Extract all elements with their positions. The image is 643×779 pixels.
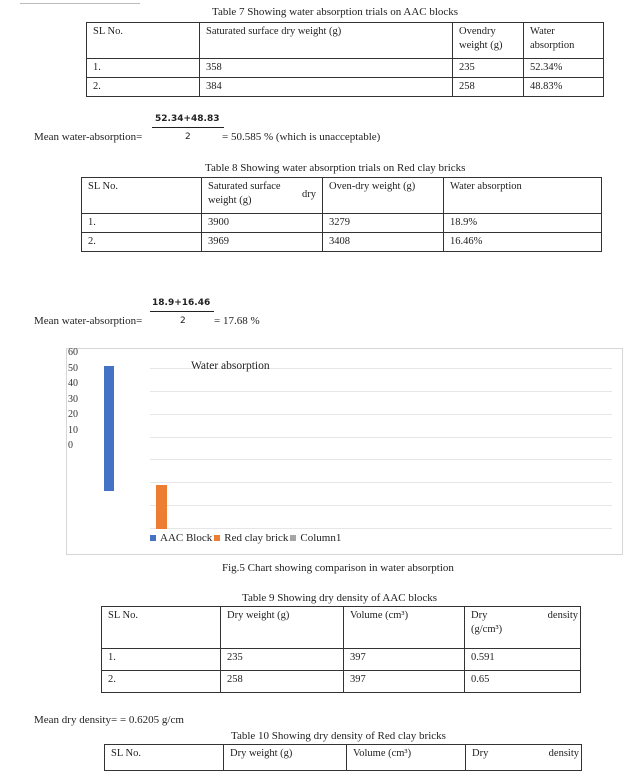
- table7-header-wa: Water absorption: [524, 23, 604, 59]
- legend-item: [290, 532, 341, 544]
- table8-cell: 1.: [82, 214, 202, 233]
- table9-caption: Table 9 Showing dry density of AAC blocks: [242, 592, 438, 604]
- table9-header-density-unit: (g/cm³): [471, 624, 503, 635]
- table8-header-ssd-text: Saturated surface weight (g): [208, 181, 281, 206]
- mean2-denominator: 2: [180, 316, 186, 326]
- page-top-rule: [20, 0, 140, 4]
- grid-line: [150, 505, 612, 506]
- mean2-numerator: 18.9+16.46: [152, 298, 211, 308]
- chart-legend: [150, 532, 343, 544]
- table-row: [102, 649, 581, 671]
- legend-swatch: [150, 535, 156, 541]
- table9-cell: 2.: [102, 671, 221, 693]
- mean1-result: = 50.585 % (which is unacceptable): [222, 131, 381, 143]
- mean1-numerator: 52.34+48.83: [155, 114, 220, 124]
- legend-label: Column1: [300, 532, 342, 544]
- table7-cell: 235: [453, 59, 524, 78]
- grid-line: [150, 437, 612, 438]
- mean2-fraction-bar: [150, 311, 214, 312]
- mean2-label: Mean water-absorption=: [34, 315, 143, 327]
- table7-caption: Table 7 Showing water absorption trials on AAC blocks: [212, 6, 459, 18]
- mean-dry-density: Mean dry density= = 0.6205 g/cm: [34, 714, 184, 726]
- table8-header-ssd: [202, 178, 323, 214]
- table10-header-density-word: density: [548, 748, 579, 759]
- table7-cell: 358: [200, 59, 453, 78]
- table7: [86, 22, 604, 97]
- mean1-fraction-bar: [152, 127, 224, 128]
- table9-cell: 258: [221, 671, 344, 693]
- grid-line: [150, 391, 612, 392]
- table7-cell: 1.: [87, 59, 200, 78]
- table7-cell: 258: [453, 78, 524, 97]
- legend-label: Red clay brick: [224, 532, 289, 544]
- y-tick-label: 50: [68, 362, 78, 374]
- table9-cell: 397: [344, 671, 465, 693]
- bar-red-clay-brick: [156, 485, 167, 529]
- table9-header-volume: Volume (cm³): [344, 607, 465, 649]
- table7-cell: 384: [200, 78, 453, 97]
- bar-aac-block: [104, 366, 114, 491]
- table10: [104, 744, 582, 771]
- table8-caption: Table 8 Showing water absorption trials on Red clay bricks: [205, 162, 466, 174]
- table8-cell: 3969: [202, 233, 323, 252]
- legend-label: AAC Block: [160, 532, 213, 544]
- figure-caption: Fig.5 Chart showing comparison in water absorption: [222, 562, 454, 574]
- table8-cell: 3900: [202, 214, 323, 233]
- y-tick-label: 20: [68, 409, 78, 420]
- chart-frame: [66, 348, 623, 555]
- table8-header-wa: Water absorption: [444, 178, 602, 214]
- grid-line: [150, 414, 612, 415]
- table-row: [82, 214, 602, 233]
- table9-cell: 1.: [102, 649, 221, 671]
- table9-header-density: [465, 607, 581, 649]
- mean1-denominator: 2: [185, 132, 191, 142]
- table-row: [87, 78, 604, 97]
- grid-line: [150, 528, 612, 529]
- table10-header-slno: SL No.: [105, 745, 224, 771]
- y-tick-label: 30: [68, 393, 78, 405]
- table10-header-density: [466, 745, 582, 771]
- mean1-label: Mean water-absorption=: [34, 131, 143, 143]
- table8-cell: 2.: [82, 233, 202, 252]
- table8-header-ssd-dry: dry: [302, 189, 316, 200]
- y-tick-label: 0: [68, 440, 73, 451]
- table7-header-ssd: Saturated surface dry weight (g): [200, 23, 453, 59]
- table9-cell: 397: [344, 649, 465, 671]
- legend-item: [214, 532, 288, 544]
- grid-line: [150, 459, 612, 460]
- table9-header-density-word: density: [547, 610, 578, 621]
- table9: [101, 606, 581, 693]
- y-tick-label: 10: [68, 424, 78, 436]
- table10-header-dryweight: Dry weight (g): [224, 745, 347, 771]
- mean2-result: = 17.68 %: [214, 315, 260, 327]
- table7-cell: 2.: [87, 78, 200, 97]
- table7-cell: 52.34%: [524, 59, 604, 78]
- legend-swatch: [214, 535, 220, 541]
- table8-cell: 3279: [323, 214, 444, 233]
- table8-cell: 16.46%: [444, 233, 602, 252]
- table8-header-ovendry: Oven-dry weight (g): [323, 178, 444, 214]
- chart-title: Water absorption: [191, 360, 270, 372]
- table10-header-density-dry: Dry: [472, 748, 489, 759]
- table10-caption: Table 10 Showing dry density of Red clay bricks: [231, 730, 446, 742]
- table8-cell: 3408: [323, 233, 444, 252]
- table8: [81, 177, 602, 252]
- table9-header-density-dry: Dry: [471, 610, 488, 621]
- table-row: [82, 233, 602, 252]
- legend-swatch: [290, 535, 296, 541]
- table9-cell: 235: [221, 649, 344, 671]
- table9-cell: 0.591: [465, 649, 581, 671]
- table10-header-volume: Volume (cm³): [347, 745, 466, 771]
- table9-header-slno: SL No.: [102, 607, 221, 649]
- table8-header-slno: SL No.: [82, 178, 202, 214]
- table7-cell: 48.83%: [524, 78, 604, 97]
- y-tick-label: 60: [68, 347, 78, 358]
- table7-header-ovendry: Ovendry weight (g): [453, 23, 524, 59]
- table9-cell: 0.65: [465, 671, 581, 693]
- y-tick-label: 40: [68, 378, 78, 389]
- table-row: [102, 671, 581, 693]
- legend-item: [150, 532, 212, 544]
- grid-line: [150, 482, 612, 483]
- table8-cell: 18.9%: [444, 214, 602, 233]
- table-row: [87, 59, 604, 78]
- table7-header-slno: SL No.: [87, 23, 200, 59]
- table9-header-dryweight: Dry weight (g): [221, 607, 344, 649]
